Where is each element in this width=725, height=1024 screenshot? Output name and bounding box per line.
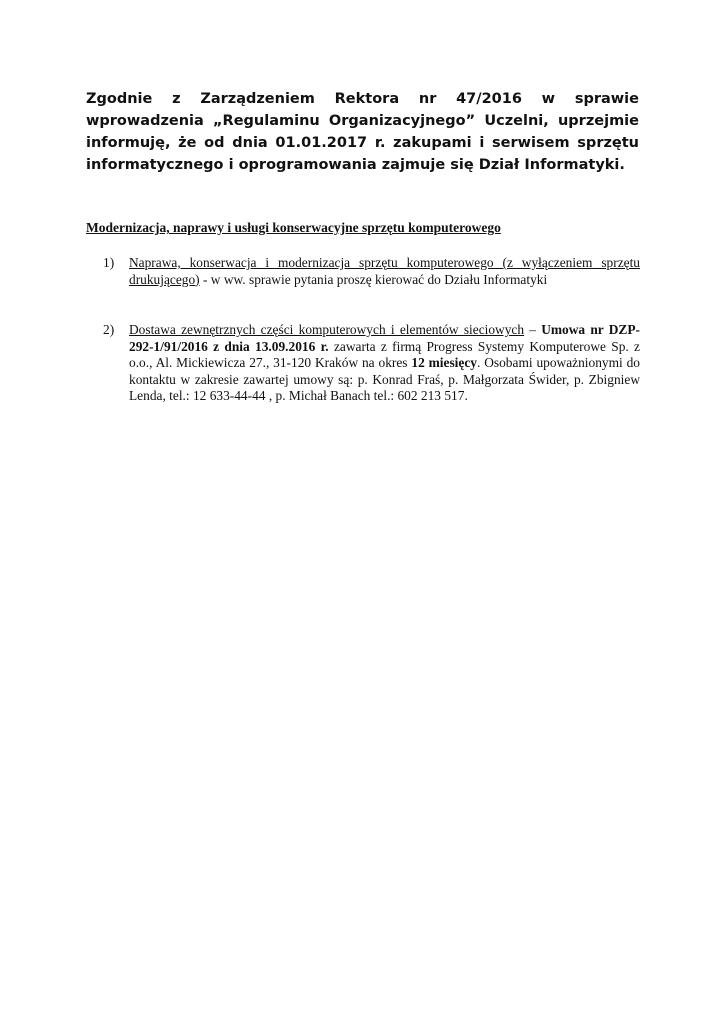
list-item-body (129, 322, 640, 405)
contact-persons: . Osobami upoważnionymi do kontaktu w zakresie zawartej umowy są: p. Konrad Fraś, p. Małgorzata Świder, p. Zbigniew Lenda, tel.: 12 633-44-44 , p. Michał Banach tel.: 602 213 517. (129, 355, 640, 404)
contract-period: 12 miesięcy (411, 355, 477, 371)
section-heading: Modernizacja, naprawy i usługi konserwacyjne sprzętu komputerowego (86, 220, 501, 235)
list-item-number: 1) (103, 255, 115, 270)
list-item (103, 322, 640, 405)
dash-separator: – (524, 322, 542, 337)
list-item-text: - w ww. sprawie pytania proszę kierować do Działu Informatyki (199, 271, 548, 287)
contract-description: zawarta z firmą Progress Systemy Komputerowe Sp. z o.o., Al. Mickiewicza 27., 31-120 Kraków na okres (129, 338, 640, 371)
list-item-underlined-text: Dostawa zewnętrznych części komputerowych i elementów sieciowych (129, 322, 525, 337)
list-item-body (129, 255, 640, 288)
list-item-number: 2) (103, 322, 115, 337)
intro-paragraph: Zgodnie z Zarządzeniem Rektora nr 47/2016 w sprawie wprowadzenia „Regulaminu Organizacyjnego” Uczelni, uprzejmie informuję, że od dnia 01.01.2017 r. zakupami i serwisem sprzętu informatycznego i oprogramowania zajmuje się Dział Informatyki. (86, 91, 639, 173)
contract-number: Umowa nr DZP-292-1/91/2016 z dnia 13.09.2016 r. (129, 322, 640, 354)
list-item-underlined-text: Naprawa, konserwacja i modernizacja sprzętu komputerowego (z wyłączeniem sprzętu drukującego) (129, 255, 640, 287)
list-item (103, 255, 640, 288)
